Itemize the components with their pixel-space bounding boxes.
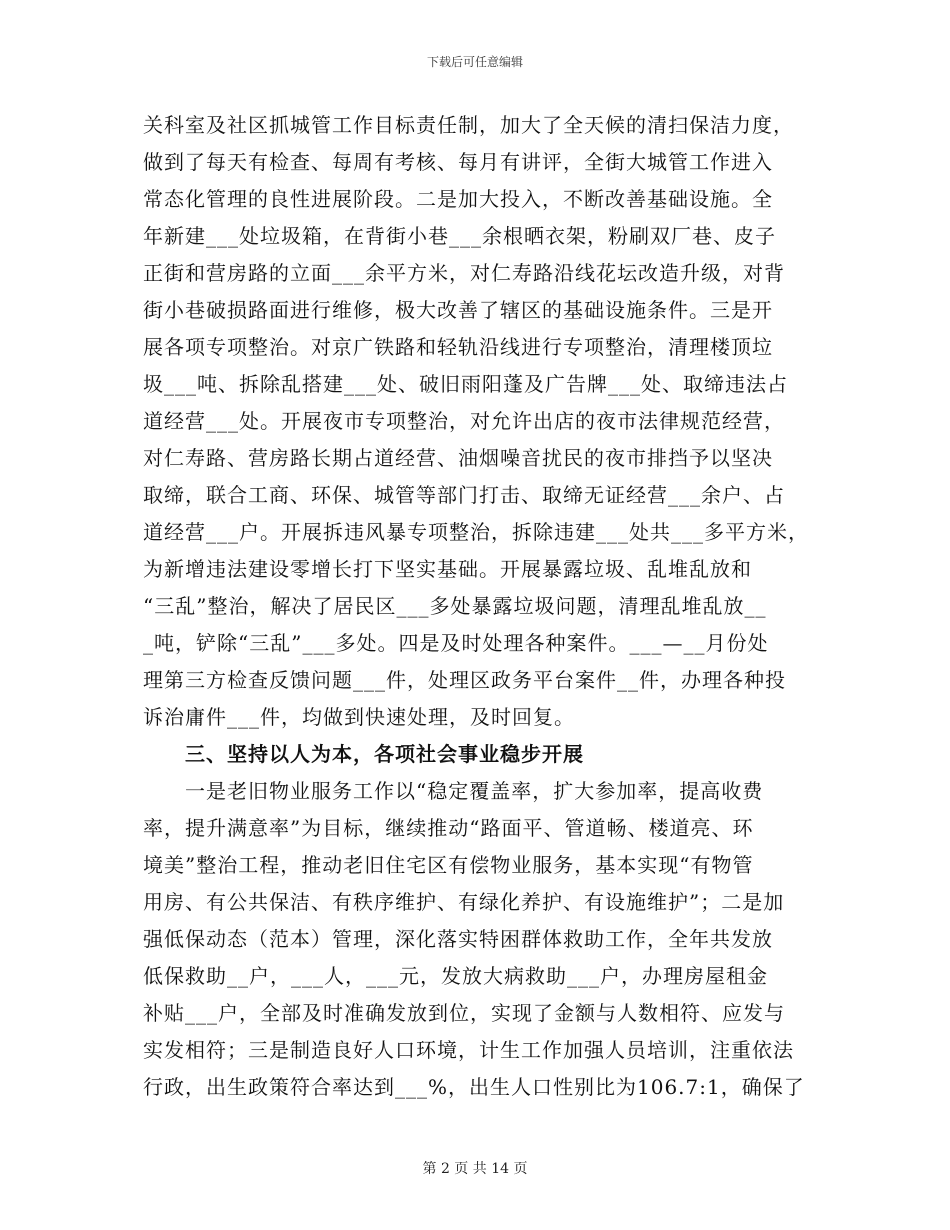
paragraph-line: 道经营___处。开展夜市专项整治，对允许出店的夜市法律规范经营， xyxy=(143,409,785,433)
paragraph-line: 一是老旧物业服务工作以“稳定覆盖率，扩大参加率，提高收费 xyxy=(185,779,764,803)
paragraph-line: 行政，出生政策符合率达到___%，出生人口性别比为106.7:1，确保了 xyxy=(143,1075,805,1099)
paragraph-line: 取缔，联合工商、环保、城管等部门打击、取缔无证经营___余户、占 xyxy=(143,483,785,507)
paragraph-line: 常态化管理的良性进展阶段。二是加大投入，不断改善基础设施。全 xyxy=(143,187,773,211)
paragraph-line: 道经营___户。开展拆违风暴专项整治，拆除违建___处共___多平方米， xyxy=(143,520,809,544)
paragraph-line: 年新建___处垃圾箱，在背街小巷___余根晒衣架，粉刷双厂巷、皮子 xyxy=(143,224,776,248)
paragraph-line: 理第三方检查反馈问题___件，处理区政务平台案件__件，办理各种投 xyxy=(143,668,786,692)
paragraph-line: 展各项专项整治。对京广铁路和轻轨沿线进行专项整治，清理楼顶垃 xyxy=(143,335,773,359)
paragraph-line: 正街和营房路的立面___余平方米，对仁寿路沿线花坛改造升级，对背 xyxy=(143,261,785,285)
paragraph-line: 率，提升满意率”为目标，继续推动“路面平、管道畅、楼道亮、环 xyxy=(143,816,754,840)
paragraph-line: 低保救助__户，___人，___元，发放大病救助___户，办理房屋租金 xyxy=(143,964,768,988)
paragraph-line: 补贴___户，全部及时准确发放到位，实现了金额与人数相符、应发与 xyxy=(143,1001,785,1025)
paragraph-line: 对仁寿路、营房路长期占道经营、油烟噪音扰民的夜市排挡予以坚决 xyxy=(143,446,773,470)
paragraph-line: 实发相符；三是制造良好人口环境，计生工作加强人员培训，注重依法 xyxy=(143,1038,794,1062)
paragraph-line: _吨，铲除“三乱”___多处。四是及时处理各种案件。___—__月份处 xyxy=(143,631,769,655)
document-body xyxy=(143,107,815,1106)
page-number-footer: 第 2 页 共 14 页 xyxy=(422,1161,528,1177)
paragraph-line: 圾___吨、拆除乱搭建___处、破旧雨阳蓬及广告牌___处、取缔违法占 xyxy=(143,372,788,396)
paragraph-line: 做到了每天有检查、每周有考核、每月有讲评，全街大城管工作进入 xyxy=(143,150,773,174)
paragraph-line: “三乱”整治，解决了居民区___多处暴露垃圾问题，清理乱堆乱放__ xyxy=(143,594,767,618)
paragraph-line: 境美”整治工程，推动老旧住宅区有偿物业服务，基本实现“有物管 xyxy=(143,853,754,877)
paragraph-line: 街小巷破损路面进行维修，极大改善了辖区的基础设施条件。三是开 xyxy=(143,298,773,322)
paragraph-line: 诉治庸件___件，均做到快速处理，及时回复。 xyxy=(143,705,575,729)
paragraph-line: 用房、有公共保洁、有秩序维护、有绿化养护、有设施维护”；二是加 xyxy=(143,890,785,914)
paragraph-line: 强低保动态（范本）管理，深化落实特困群体救助工作，全年共发放 xyxy=(143,927,773,951)
page-header: 下载后可任意编辑 xyxy=(426,55,523,69)
paragraph-line: 关科室及社区抓城管工作目标责任制，加大了全天候的清扫保洁力度， xyxy=(143,113,794,137)
section-heading: 三、坚持以人为本，各项社会事业稳步开展 xyxy=(185,742,584,766)
paragraph-line: 为新增违法建设零增长打下坚实基础。开展暴露垃圾、乱堆乱放和 xyxy=(143,557,752,581)
